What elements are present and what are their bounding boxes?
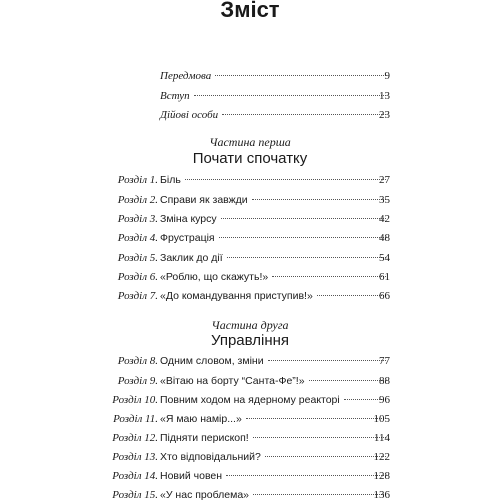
chapter-title: Справи як завжди	[160, 194, 248, 206]
part-label: Частина перша	[209, 135, 291, 149]
chapter-page: 61	[379, 271, 390, 283]
toc-entry-foreword[interactable]	[0, 68, 500, 84]
entry-page: 9	[384, 70, 390, 82]
chapter-page: 77	[379, 355, 390, 367]
part-label: Частина друга	[211, 318, 289, 332]
chapter-label: Розділ 15.	[112, 489, 158, 501]
dot-leader	[185, 179, 386, 180]
part-title: Управління	[210, 332, 290, 349]
entry-title: Дійові особи	[160, 109, 219, 121]
toc-entry-chapter[interactable]	[0, 430, 500, 446]
chapter-label: Розділ 14.	[112, 470, 158, 482]
chapter-label: Розділ 3.	[117, 213, 158, 225]
toc-entry-chapter[interactable]	[0, 392, 500, 408]
chapter-page: 42	[379, 213, 390, 225]
toc-entry-introduction[interactable]	[0, 88, 500, 104]
chapter-page: 35	[379, 194, 390, 206]
chapter-label: Розділ 12.	[112, 432, 158, 444]
chapter-title: «Роблю, що скажуть!»	[160, 271, 269, 283]
chapter-title: «Вітаю на борту “Санта-Фе”!»	[160, 375, 305, 387]
chapter-page: 48	[379, 232, 390, 244]
toc-entry-chapter[interactable]	[0, 288, 500, 304]
chapter-label: Розділ 8.	[117, 355, 158, 367]
chapter-title: Одним словом, зміни	[160, 355, 264, 367]
entry-title: Передмова	[160, 70, 212, 82]
chapter-title: «Я маю намір...»	[160, 413, 242, 425]
chapter-page: 54	[379, 252, 390, 264]
chapter-page: 27	[379, 174, 390, 186]
toc-entry-chapter[interactable]	[0, 411, 500, 427]
toc-entry-chapter[interactable]	[0, 211, 500, 227]
chapter-label: Розділ 5.	[117, 252, 158, 264]
chapter-label: Розділ 2.	[117, 194, 158, 206]
entry-page: 13	[379, 90, 390, 102]
chapter-page: 105	[373, 413, 390, 425]
chapter-title: Хто відповідальний?	[160, 451, 261, 463]
chapter-title: Новий човен	[160, 470, 223, 482]
entry-title: Вступ	[160, 90, 190, 102]
chapter-label: Розділ 1.	[117, 174, 158, 186]
chapter-label: Розділ 13.	[112, 451, 158, 463]
chapter-page: 66	[379, 290, 390, 302]
chapter-label: Розділ 11.	[113, 413, 158, 425]
chapter-page: 96	[379, 394, 390, 406]
part-title: Почати спочатку	[192, 150, 308, 167]
chapter-label: Розділ 7.	[117, 290, 158, 302]
toc-entry-chapter[interactable]	[0, 250, 500, 266]
toc-entry-chapter[interactable]	[0, 230, 500, 246]
chapter-title: Заклик до дії	[160, 252, 223, 264]
chapter-label: Розділ 4.	[117, 232, 158, 244]
dot-leader	[194, 95, 386, 96]
page-title: Зміст	[220, 0, 280, 22]
toc-entry-chapter[interactable]	[0, 269, 500, 285]
toc-entry-chapter[interactable]	[0, 192, 500, 208]
chapter-label: Розділ 6.	[117, 271, 158, 283]
chapter-title: Зміна курсу	[160, 213, 217, 225]
chapter-title: «До командування приступив!»	[160, 290, 313, 302]
chapter-page: 88	[379, 375, 390, 387]
toc-entry-chapter[interactable]	[0, 449, 500, 465]
toc-entry-chapter[interactable]	[0, 373, 500, 389]
chapter-page: 122	[373, 451, 390, 463]
chapter-title: «У нас проблема»	[160, 489, 250, 501]
chapter-page: 136	[373, 489, 390, 501]
toc-entry-chapter[interactable]	[0, 487, 500, 503]
chapter-label: Розділ 9.	[117, 375, 158, 387]
chapter-title: Фрустрація	[160, 232, 215, 244]
chapter-page: 128	[373, 470, 390, 482]
chapter-title: Повним ходом на ядерному реакторі	[160, 394, 340, 406]
chapter-label: Розділ 10.	[112, 394, 158, 406]
chapter-title: Підняти перископ!	[160, 432, 249, 444]
chapter-page: 114	[373, 432, 390, 444]
toc-entry-chapter[interactable]	[0, 353, 500, 369]
chapter-title: Біль	[160, 174, 181, 186]
toc-entry-chapter[interactable]	[0, 468, 500, 484]
toc-entry-characters[interactable]	[0, 107, 500, 123]
toc-entry-chapter[interactable]	[0, 172, 500, 188]
entry-page: 23	[379, 109, 390, 121]
